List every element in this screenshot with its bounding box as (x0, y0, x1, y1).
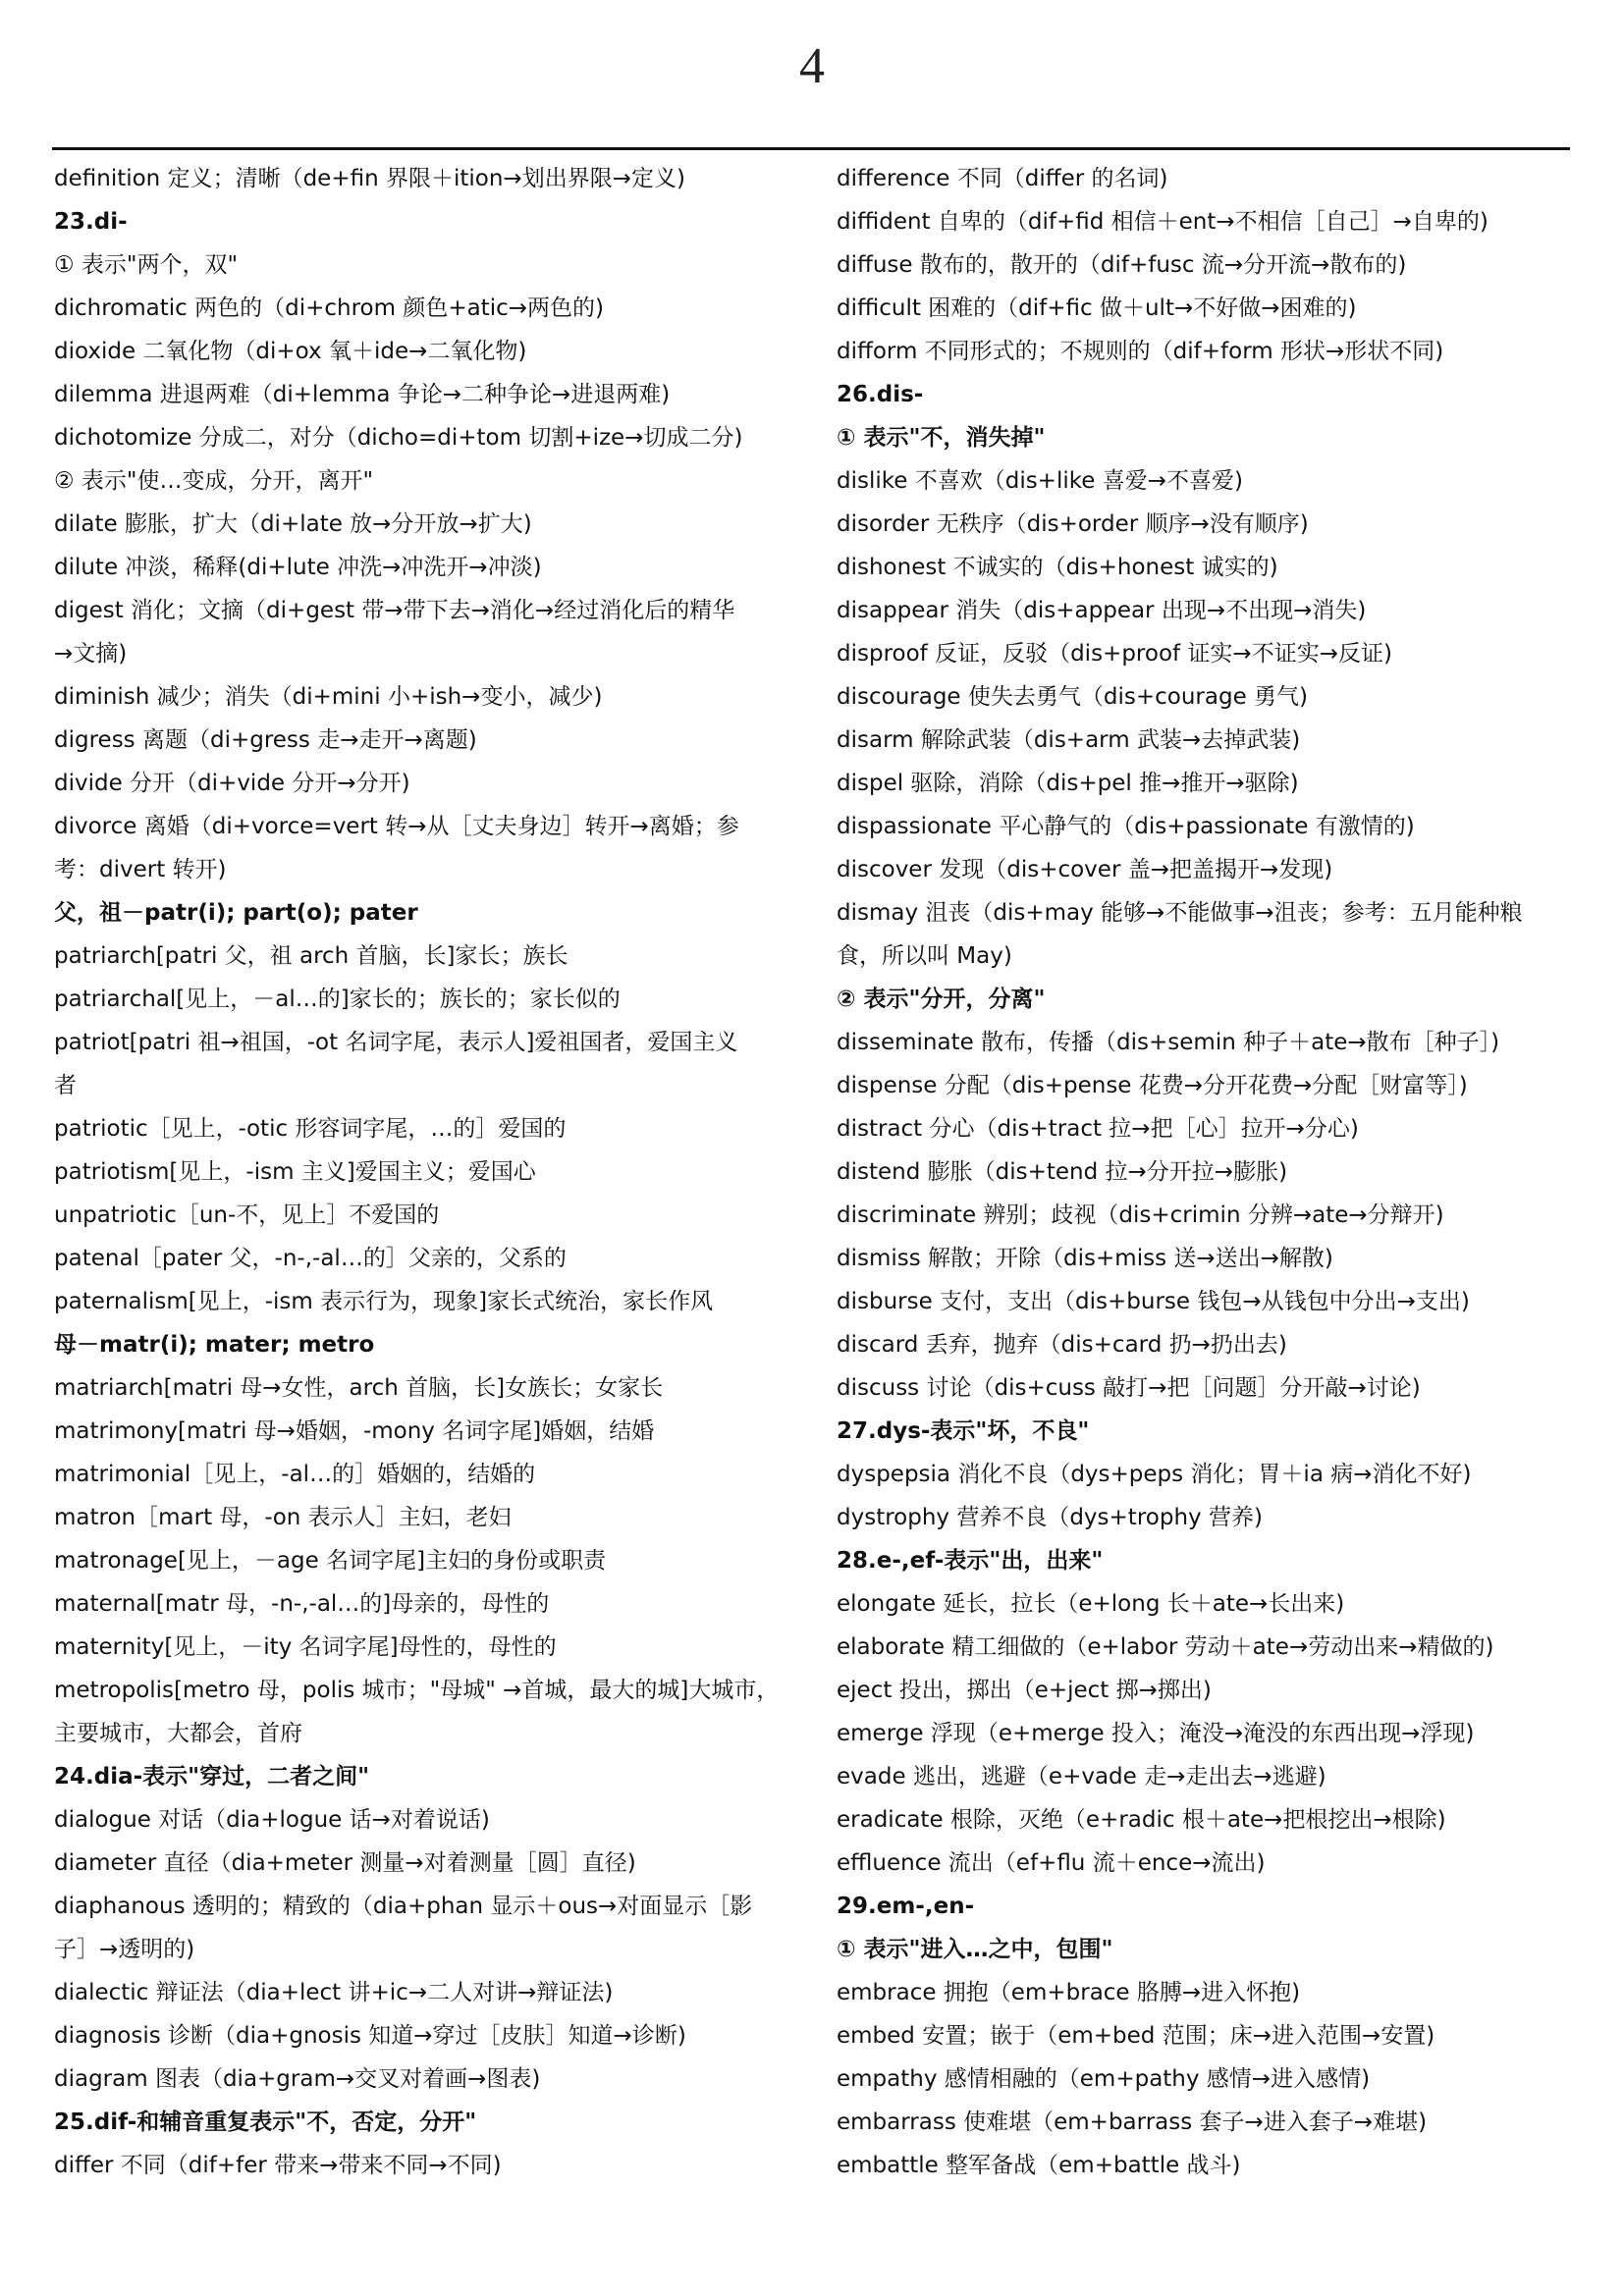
entry-line: dilute 冲淡，稀释(di+lute 冲洗→冲洗开→冲淡) (54, 555, 542, 580)
entry-line: effluence 流出（ef+flu 流＋ence→流出) (837, 1850, 1266, 1876)
entry-line: metropolis[metro 母，polis 城市；"母城" →首城，最大的城]大城市， (54, 1678, 780, 1703)
entry-line: matriarch[matri 母→女性，arch 首脑，长]女族长；女家长 (54, 1375, 664, 1401)
entry-line: disproof 反证，反驳（dis+proof 证实→不证实→反证) (837, 641, 1392, 667)
entry-line: dialectic 辩证法（dia+lect 讲+ic→二人对讲→辩证法) (54, 1980, 614, 2005)
entry-line: disseminate 散布，传播（dis+semin 种子＋ate→散布［种子］) (837, 1030, 1500, 1055)
entry-line: embed 安置；嵌于（em+bed 范围；床→进入范围→安置) (837, 2023, 1435, 2049)
entry-line: patriot[patri 祖→祖国，-ot 名词字尾，表示人]爱祖国者，爱国主义 (54, 1030, 738, 1055)
entry-line: unpatriotic［un-不，见上］不爱国的 (54, 1202, 440, 1228)
entry-line: difference 不同（differ 的名词) (837, 166, 1168, 191)
entry-line: dispassionate 平心静气的（dis+passionate 有激情的) (837, 814, 1415, 839)
entry-line: discover 发现（dis+cover 盖→把盖揭开→发现) (837, 857, 1333, 882)
entry-line: difform 不同形式的；不规则的（dif+form 形状→形状不同) (837, 339, 1444, 364)
entry-line: patriotic［见上，-otic 形容词字尾，…的］爱国的 (54, 1116, 567, 1142)
entry-line: matrimonial［见上，-al…的］婚姻的，结婚的 (54, 1462, 536, 1487)
entry-line: disorder 无秩序（dis+order 顺序→没有顺序) (837, 511, 1309, 537)
entry-line: dichotomize 分成二，对分（dicho=di+tom 切割+ize→切成二分) (54, 425, 743, 451)
entry-line: matronage[见上，－age 名词字尾]主妇的身份或职责 (54, 1548, 607, 1574)
section-heading: ② 表示"分开，分离" (837, 987, 1046, 1012)
entry-line: digress 离题（di+gress 走→走开→离题) (54, 727, 477, 753)
entry-line: dialogue 对话（dia+logue 话→对着说话) (54, 1807, 490, 1833)
entry-line: diffident 自卑的（dif+fid 相信＋ent→不相信［自己］→自卑的) (837, 209, 1489, 235)
section-heading: ① 表示"不，消失掉" (837, 425, 1046, 451)
entry-line: evade 逃出，逃避（e+vade 走→走出去→逃避) (837, 1764, 1326, 1789)
entry-line: →文摘) (54, 641, 128, 667)
entry-line: difficult 困难的（dif+fic 做＋ult→不好做→困难的) (837, 295, 1357, 321)
entry-line: patriarch[patri 父，祖 arch 首脑，长]家长；族长 (54, 943, 568, 969)
entry-line: dispel 驱除，消除（dis+pel 推→推开→驱除) (837, 771, 1299, 796)
entry-line: maternity[见上，－ity 名词字尾]母性的，母性的 (54, 1634, 557, 1660)
entry-line: digest 消化；文摘（di+gest 带→带下去→消化→经过消化后的精华 (54, 598, 735, 623)
entry-line: patenal［pater 父，-n-,-al…的］父亲的，父系的 (54, 1246, 567, 1271)
entry-line: discard 丢弃，抛弃（dis+card 扔→扔出去) (837, 1332, 1287, 1358)
entry-line: discuss 讨论（dis+cuss 敲打→把［问题］分开敲→讨论) (837, 1375, 1421, 1401)
entry-line: discriminate 辨别；歧视（dis+crimin 分辨→ate→分辩开) (837, 1202, 1444, 1228)
entry-line: matron［mart 母，-on 表示人］主妇，老妇 (54, 1505, 512, 1530)
section-heading: 26.dis- (837, 382, 924, 407)
entry-line: dyspepsia 消化不良（dys+peps 消化；胃＋ia 病→消化不好) (837, 1462, 1472, 1487)
entry-line: diaphanous 透明的；精致的（dia+phan 显示＋ous→对面显示［影 (54, 1894, 753, 1919)
entry-line: dispense 分配（dis+pense 花费→分开花费→分配［财富等］) (837, 1073, 1468, 1098)
entry-line: disappear 消失（dis+appear 出现→不出现→消失) (837, 598, 1367, 623)
entry-line: diffuse 散布的，散开的（dif+fusc 流→分开流→散布的) (837, 252, 1407, 278)
entry-line: patriotism[见上，-ism 主义]爱国主义；爱国心 (54, 1159, 536, 1185)
entry-line: 者 (54, 1073, 77, 1098)
entry-line: dystrophy 营养不良（dys+trophy 营养) (837, 1505, 1263, 1530)
entry-line: ② 表示"使…变成，分开，离开" (54, 468, 374, 494)
entry-line: dishonest 不诚实的（dis+honest 诚实的) (837, 555, 1278, 580)
entry-line: dismiss 解散；开除（dis+miss 送→送出→解散) (837, 1246, 1333, 1271)
entry-line: ① 表示"两个，双" (54, 252, 239, 278)
entry-line: 食，所以叫 May) (837, 943, 1012, 969)
header-rule (52, 147, 1570, 150)
entry-line: embrace 拥抱（em+brace 胳膊→进入怀抱) (837, 1980, 1301, 2005)
entry-line: 子］→透明的) (54, 1937, 195, 1962)
entry-line: dilemma 进退两难（di+lemma 争论→二种争论→进退两难) (54, 382, 671, 407)
entry-line: dislike 不喜欢（dis+like 喜爱→不喜爱) (837, 468, 1243, 494)
entry-line: diagnosis 诊断（dia+gnosis 知道→穿过［皮肤］知道→诊断) (54, 2023, 686, 2049)
entry-line: distract 分心（dis+tract 拉→把［心］拉开→分心) (837, 1116, 1359, 1142)
entry-line: divide 分开（di+vide 分开→分开) (54, 771, 410, 796)
section-heading: 25.dif-和辅音重复表示"不，否定，分开" (54, 2109, 477, 2135)
entry-line: dismay 沮丧（dis+may 能够→不能做事→沮丧；参考：五月能种粮 (837, 900, 1523, 926)
entry-line: elaborate 精工细做的（e+labor 劳动＋ate→劳动出来→精做的) (837, 1634, 1494, 1660)
entry-line: emerge 浮现（e+merge 投入；淹没→淹没的东西出现→浮现) (837, 1721, 1475, 1746)
entry-line: eject 投出，掷出（e+ject 掷→掷出) (837, 1678, 1212, 1703)
entry-line: empathy 感情相融的（em+pathy 感情→进入感情) (837, 2066, 1371, 2092)
entry-line: embarrass 使难堪（em+barrass 套子→进入套子→难堪) (837, 2109, 1428, 2135)
section-heading: ① 表示"进入…之中，包围" (837, 1937, 1113, 1962)
right-column (837, 157, 1583, 2187)
entry-line: dichromatic 两色的（di+chrom 颜色+atic→两色的) (54, 295, 604, 321)
section-heading: 24.dia-表示"穿过，二者之间" (54, 1764, 370, 1789)
section-heading: 29.em-,en- (837, 1894, 975, 1919)
section-heading: 母－matr(i); mater; metro (54, 1332, 375, 1358)
entry-line: embattle 整军备战（em+battle 战斗) (837, 2153, 1241, 2178)
entry-line: dilate 膨胀，扩大（di+late 放→分开放→扩大) (54, 511, 532, 537)
entry-line: divorce 离婚（di+vorce=vert 转→从［丈夫身边］转开→离婚；参 (54, 814, 739, 839)
entry-line: elongate 延长，拉长（e+long 长＋ate→长出来) (837, 1591, 1345, 1617)
entry-line: diagram 图表（dia+gram→交叉对着画→图表) (54, 2066, 541, 2092)
entry-line: definition 定义；清晰（de+fin 界限＋ition→划出界限→定义) (54, 166, 685, 191)
entry-line: maternal[matr 母，-n-,-al…的]母亲的，母性的 (54, 1591, 550, 1617)
entry-line: paternalism[见上，-ism 表示行为，现象]家长式统治，家长作风 (54, 1289, 714, 1314)
section-heading: 23.di- (54, 209, 128, 235)
entry-line: 考：divert 转开) (54, 857, 227, 882)
entry-line: differ 不同（dif+fer 带来→带来不同→不同) (54, 2153, 502, 2178)
entry-line: dioxide 二氧化物（di+ox 氧＋ide→二氧化物) (54, 339, 527, 364)
section-heading: 28.e-,ef-表示"出，出来" (837, 1548, 1104, 1574)
section-heading: 父，祖－patr(i); part(o); pater (54, 900, 418, 926)
entry-line: discourage 使失去勇气（dis+courage 勇气) (837, 684, 1309, 710)
entry-line: 主要城市，大都会，首府 (54, 1721, 302, 1746)
entry-line: distend 膨胀（dis+tend 拉→分开拉→膨胀) (837, 1159, 1288, 1185)
page-number: 4 (799, 38, 825, 94)
entry-line: matrimony[matri 母→婚姻，-mony 名词字尾]婚姻，结婚 (54, 1418, 655, 1444)
entry-line: disburse 支付，支出（dis+burse 钱包→从钱包中分出→支出) (837, 1289, 1470, 1314)
entry-line: patriarchal[见上，－al…的]家长的；族长的；家长似的 (54, 987, 621, 1012)
entry-line: diameter 直径（dia+meter 测量→对着测量［圆］直径) (54, 1850, 636, 1876)
left-column (54, 157, 800, 2187)
section-heading: 27.dys-表示"坏，不良" (837, 1418, 1090, 1444)
entry-line: eradicate 根除，灭绝（e+radic 根＋ate→把根挖出→根除) (837, 1807, 1446, 1833)
entry-line: diminish 减少；消失（di+mini 小+ish→变小，减少) (54, 684, 603, 710)
entry-line: disarm 解除武装（dis+arm 武装→去掉武装) (837, 727, 1301, 753)
